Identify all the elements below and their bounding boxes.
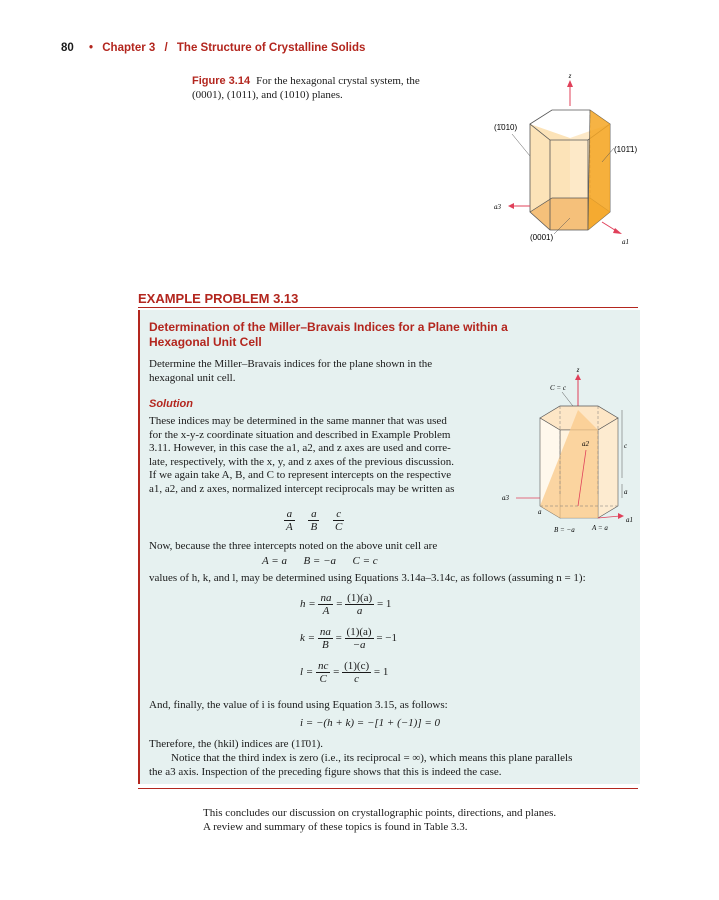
frac-c-over-C [333, 508, 344, 533]
a1-axis-label: a1 [622, 238, 629, 246]
solution-line-3: 3.11. However, in this case the a1, a2, and z axes are used and corre- [149, 442, 451, 454]
chapter-label: Chapter 3 [102, 42, 156, 54]
values-text: values of h, k, and l, may be determined using Equations 3.14a–3.14c, as follows (assuming n = 1): [149, 572, 586, 584]
problem-line-2: hexagonal unit cell. [149, 371, 236, 384]
solution-line-4: late, respectively, with the x, y, and z axes of the previous discussion. [149, 455, 454, 468]
a1-axis-arrowhead [618, 513, 624, 519]
equation-k: k = $\frac{na}{B}$ = $\frac{(1)(a)}{-a}$ = −1 [300, 626, 397, 651]
solution-line-1: These indices may be determined in the same manner that was used [149, 415, 447, 427]
solution-line-5: If we again take A, B, and C to represent intercepts on the respective [149, 469, 452, 481]
frac-den: C [334, 521, 343, 533]
caption-line-2: (0001), (1011), and (1010) planes. [192, 89, 343, 101]
a1-axis-label: a1 [626, 516, 633, 524]
a-dimension-label: a [624, 488, 628, 496]
frac-num: nc [317, 660, 329, 672]
problem-line-1: Determine the Miller–Bravais indices for the plane shown in the [149, 358, 433, 370]
frac-num: a [284, 508, 295, 521]
eq-lhs: l = [300, 666, 314, 679]
A-intercept-label: A = a [592, 524, 608, 532]
frac-a-over-A [284, 508, 295, 533]
eq-frac-1 [318, 592, 333, 617]
notice-line-1: Notice that the third index is zero (i.e., its reciprocal = ∞), which means this plane parallels [171, 752, 573, 764]
c-dimension-label: c [624, 442, 628, 450]
a3-axis-label: a3 [494, 203, 501, 211]
frac-num: (1)(a) [346, 626, 372, 638]
reciprocal-equation [284, 508, 344, 533]
closing-paragraph [203, 806, 643, 834]
eq-frac-1 [316, 660, 330, 685]
solution-paragraph [149, 415, 509, 496]
z-axis-arrowhead [567, 80, 573, 87]
figure-caption [192, 74, 492, 102]
plane-0001-label: (0001) [530, 233, 554, 242]
frac-num: na [319, 626, 331, 638]
plane-1011-face [588, 110, 610, 230]
example-title-line-1: Determination of the Miller–Bravais Indices for a Plane within a [149, 320, 508, 334]
eq-result: = 1 [373, 666, 389, 679]
prism-right [598, 418, 618, 518]
example-end-rule [138, 788, 638, 789]
a-low-label: a [538, 508, 542, 516]
eq-result: = −1 [376, 632, 397, 645]
frac-a-over-B [308, 508, 319, 533]
frac-den: −a [352, 639, 366, 651]
example-title-line-2: Hexagonal Unit Cell [149, 335, 262, 349]
equation-h: h = $\frac{na}{A}$ = $\frac{(1)(a)}{a}$ = 1 [300, 592, 392, 617]
plane-1010-label: (1̄010) [494, 123, 518, 132]
C-intercept-label: C = c [550, 384, 566, 392]
a2-axis-label: a2 [582, 440, 589, 448]
intercepts-text: Now, because the three intercepts noted on the above unit cell are [149, 540, 438, 552]
notice-paragraph [149, 752, 639, 779]
frac-num: na [320, 592, 332, 604]
chapter-title: The Structure of Crystalline Solids [176, 42, 366, 54]
eq-lhs: h = [300, 598, 316, 611]
closing-line-1: This concludes our discussion on crystallographic points, directions, and planes. [203, 807, 557, 819]
running-header [61, 42, 365, 54]
solution-label: Solution [149, 398, 193, 410]
frac-den: C [319, 673, 327, 685]
frac-num: c [333, 508, 344, 521]
example-heading: EXAMPLE PROBLEM 3.13 [138, 291, 299, 306]
frac-den: A [286, 521, 293, 533]
closing-line-2: A review and summary of these topics is found in Table 3.3. [203, 821, 468, 833]
z-axis-label: z [576, 366, 580, 374]
eq-lhs: k = [300, 632, 316, 645]
frac-num: a [308, 508, 319, 521]
finally-text: And, finally, the value of i is found using Equation 3.15, as follows: [149, 699, 448, 711]
frac-den: B [310, 521, 318, 533]
frac-num: (1)(c) [344, 660, 370, 672]
caption-line-1: For the hexagonal crystal system, the [256, 75, 420, 87]
equation-i: i = −(h + k) = −[1 + (−1)] = 0 [300, 717, 441, 729]
example-unit-cell-figure [500, 366, 640, 536]
eq-frac-2 [345, 592, 374, 617]
plane-1010-leader [512, 134, 530, 156]
frac-den: A [322, 605, 330, 617]
B-intercept-label: B = −a [554, 526, 575, 534]
solution-line-2: for the x-y-z coordinate situation and described in Example Problem [149, 428, 451, 441]
frac-den: a [356, 605, 363, 617]
eq-frac-1 [318, 626, 333, 651]
frac-den: B [321, 639, 329, 651]
z-axis-arrowhead [575, 374, 581, 380]
a1-axis-arrowhead [613, 228, 622, 234]
example-heading-rule [138, 307, 638, 308]
problem-statement [149, 358, 509, 385]
therefore-text: Therefore, the (hkil) indices are (11̄01). [149, 738, 323, 750]
frac-den: c [354, 673, 360, 685]
example-title [149, 320, 609, 350]
eq-frac-2 [342, 660, 371, 685]
a3-axis-arrowhead [508, 203, 514, 209]
frac-num: (1)(a) [347, 592, 373, 604]
equation-l: l = $\frac{nc}{C}$ = $\frac{(1)(c)}{c}$ = 1 [300, 660, 389, 685]
hexagonal-planes-figure [490, 72, 650, 252]
header-dot: • [89, 42, 94, 54]
eq-result: = 1 [376, 598, 392, 611]
eq-frac-2 [345, 626, 374, 651]
notice-line-2: the a3 axis. Inspection of the preceding figure shows that this is indeed the case. [149, 765, 502, 778]
intercepts-equation: A = a B = −a C = c [262, 555, 378, 567]
a3-axis-label: a3 [502, 494, 509, 502]
header-slash: / [164, 42, 168, 54]
plane-1011-label: (101̄1) [614, 145, 638, 154]
page-number: 80 [61, 42, 74, 54]
figure-label: Figure 3.14 [192, 75, 251, 87]
z-axis-label: z [568, 72, 572, 80]
solution-line-6: a1, a2, and z axes, normalized intercept reciprocals may be written as [149, 482, 455, 495]
